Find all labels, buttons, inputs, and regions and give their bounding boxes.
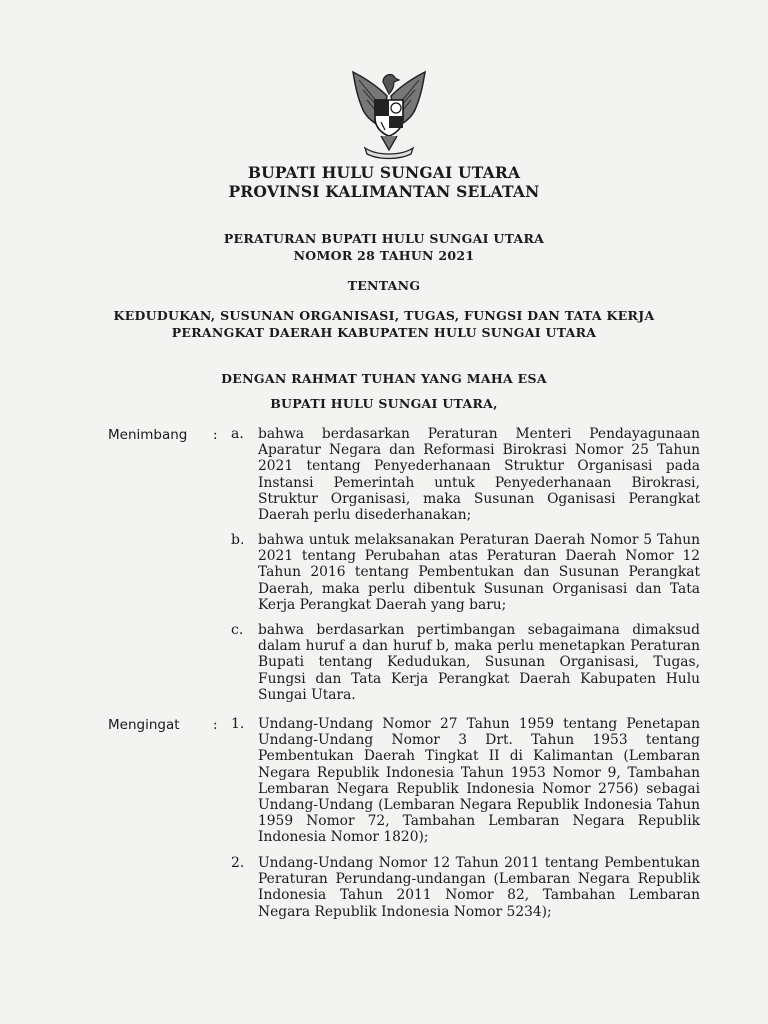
menimbang-item-c: bahwa berdasarkan pertimbangan sebagaimana dimaksud dalam huruf a dan huruf b, maka perlu menetapkan Peraturan Bupati tentang Kedudukan, Susunan Organisasi, Tugas, Fungsi dan Tata Kerja Perangkat Daerah Kabupaten Hulu Sungai Utara. [258, 622, 700, 703]
mengingat-item-2: Undang-Undang Nomor 12 Tahun 2011 tentang Pembentukan Peraturan Perundang-undangan (Lembaran Negara Republik Indonesia Tahun 2011 Nomor 82, Tambahan Lembaran Negara Republik Indonesia Nomor 5234); [258, 855, 700, 920]
menimbang-item-a: bahwa berdasarkan Peraturan Menteri Pendayagunaan Aparatur Negara dan Reformasi Birokrasi Nomor 25 Tahun 2021 tentang Penyederhanaan Struktur Organisasi pada Instansi Pemerintah untuk Penyederhanaan Birokrasi, Struktur Organisasi, maka Susunan Oganisasi Perangkat Daerah perlu disederhanakan; [258, 426, 700, 524]
regulation-subject-line1: KEDUDUKAN, SUSUNAN ORGANISASI, TUGAS, FUNGSI DAN TATA KERJA [113, 308, 655, 323]
mengingat-colon: : [213, 717, 218, 733]
authority-name: BUPATI HULU SUNGAI UTARA [247, 163, 521, 182]
mengingat-label: Mengingat [108, 717, 180, 733]
mengingat-item-1: Undang-Undang Nomor 27 Tahun 1959 tentang Penetapan Undang-Undang Nomor 3 Drt. Tahun 1953 tentang Pembentukan Daerah Tingkat II di Kalimantan (Lembaran Negara Republik Indonesia Tahun 1953 Nomor 9, Tambahan Lembaran Negara Republik Indonesia Nomor 2756) sebagai Undang-Undang (Lembaran Negara Republik Indonesia Tahun 1959 Nomor 72, Tambahan Lembaran Negara Republik Indonesia Nomor 1820); [258, 716, 700, 846]
menimbang-label: Menimbang [108, 427, 188, 443]
regulation-subject-line2: PERANGKAT DAERAH KABUPATEN HULU SUNGAI UTARA [171, 325, 597, 340]
menimbang-item-b: bahwa untuk melaksanakan Peraturan Daerah Nomor 5 Tahun 2021 tentang Perubahan atas Peraturan Daerah Nomor 12 Tahun 2016 tentang Pembentukan dan Susunan Perangkat Daerah, maka perlu dibentuk Susunan Organisasi dan Tata Kerja Perangkat Daerah yang baru; [258, 532, 700, 613]
garuda-emblem-icon [347, 66, 431, 162]
preamble-line2: BUPATI HULU SUNGAI UTARA, [270, 396, 498, 411]
regulation-title: PERATURAN BUPATI HULU SUNGAI UTARA [223, 231, 545, 246]
mengingat-marker-2: 2. [231, 855, 245, 871]
about-label: TENTANG [347, 278, 421, 293]
menimbang-marker-c: c. [231, 622, 244, 638]
province-name: PROVINSI KALIMANTAN SELATAN [228, 182, 540, 201]
mengingat-marker-1: 1. [231, 716, 245, 732]
menimbang-marker-b: b. [231, 532, 245, 548]
preamble-line1: DENGAN RAHMAT TUHAN YANG MAHA ESA [221, 371, 547, 386]
menimbang-colon: : [213, 427, 218, 443]
menimbang-marker-a: a. [231, 426, 244, 442]
regulation-number: NOMOR 28 TAHUN 2021 [293, 248, 475, 263]
